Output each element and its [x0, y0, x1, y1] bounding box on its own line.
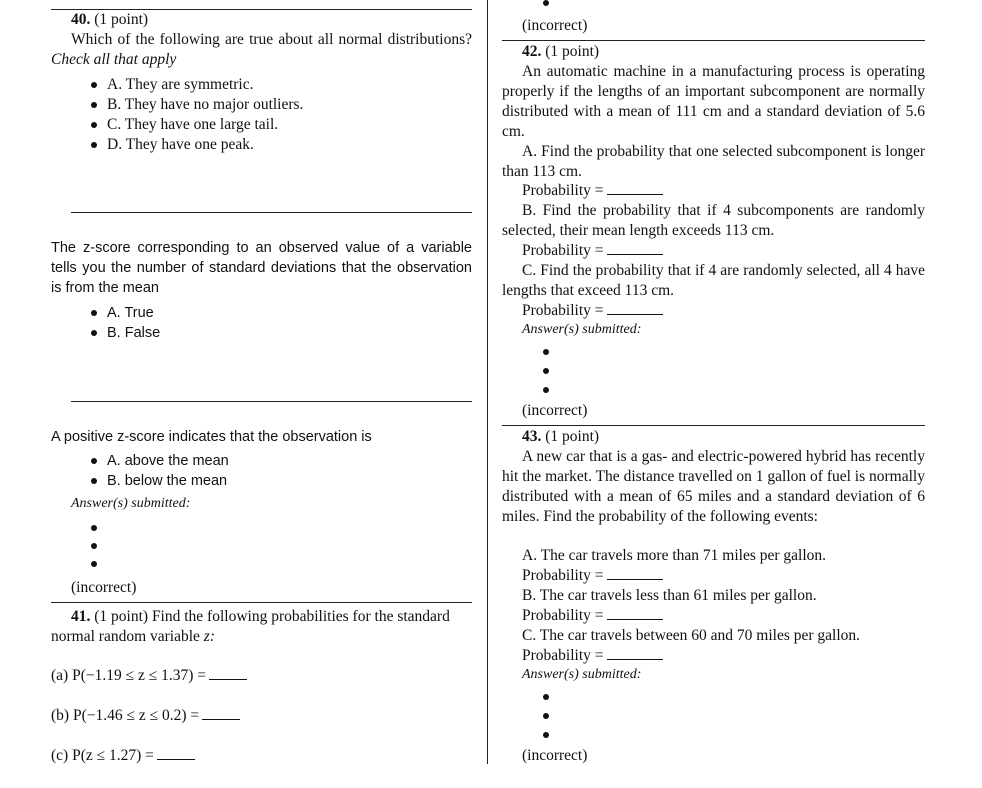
answers-submitted-label: Answer(s) submitted: [71, 496, 191, 511]
part-a-text: A. Find the probability that one selected subcomponent is longer than 113 cm. [502, 143, 925, 180]
status-incorrect: (incorrect) [71, 579, 137, 596]
option-c[interactable]: C. They have one large tail. [51, 115, 472, 135]
question-text: A positive z-score indicates that the observation is [51, 429, 372, 445]
answer-blank[interactable] [157, 747, 195, 760]
question-instruction: Check all that apply [51, 51, 177, 68]
question-number: 41. [71, 608, 91, 625]
options-list [51, 451, 472, 491]
option-d[interactable]: D. They have one peak. [51, 135, 472, 155]
probability-b: Probability = [522, 241, 663, 261]
submitted-answer [543, 713, 549, 719]
answer-blank[interactable] [607, 567, 663, 580]
submitted-answer [91, 561, 97, 567]
option-below[interactable]: B. below the mean [51, 471, 472, 491]
option-b[interactable]: B. They have no major outliers. [51, 95, 472, 115]
probability-a: Probability = [522, 566, 663, 586]
answer-blank[interactable] [202, 707, 240, 720]
question-points: (1 point) [545, 428, 600, 445]
probability-b: Probability = [522, 606, 663, 626]
answers-submitted-label: Answer(s) submitted: [522, 322, 642, 337]
probability-c: Probability = [522, 646, 663, 666]
section-rule [71, 212, 472, 213]
options-list [51, 303, 472, 343]
answer-blank[interactable] [209, 667, 247, 680]
submitted-answer [91, 543, 97, 549]
probability-c: Probability = [522, 301, 663, 321]
section-rule [502, 425, 925, 426]
option-a[interactable]: A. They are symmetric. [51, 75, 472, 95]
question-number: 40. [71, 11, 91, 28]
answer-blank[interactable] [607, 182, 663, 195]
question-points: (1 point) [545, 43, 600, 60]
submitted-answer [543, 732, 549, 738]
question-text: 41. (1 point) Find the following probabilities for the standard normal random variable z: [51, 608, 450, 645]
options-list [51, 75, 472, 155]
status-incorrect: (incorrect) [522, 17, 588, 34]
status-incorrect: (incorrect) [522, 402, 588, 419]
part-b-text: B. Find the probability that if 4 subcomponents are randomly selected, their mean length exceeds 113 cm. [502, 202, 925, 239]
submitted-answer [543, 387, 549, 393]
part-a-text: A. The car travels more than 71 miles per gallon. [522, 547, 827, 564]
question-points: (1 point) [94, 11, 149, 28]
submitted-answer [543, 368, 549, 374]
submitted-answer [543, 349, 549, 355]
part-b: (b) P(−1.46 ≤ z ≤ 0.2) = [51, 706, 240, 726]
answer-blank[interactable] [607, 647, 663, 660]
part-b-text: B. The car travels less than 61 miles per gallon. [522, 587, 817, 604]
probability-a: Probability = [522, 181, 663, 201]
option-false[interactable]: B. False [51, 323, 472, 343]
section-rule [51, 602, 472, 603]
question-text: Which of the following are true about all normal distributions? Check all that apply [51, 31, 472, 68]
question-text: A new car that is a gas- and electric-powered hybrid has recently hit the market. The distance travelled on 1 gallon of fuel is normally distributed with a mean of 65 miles and a standard deviation of 6 miles. Find the probability of the following events: [502, 448, 925, 525]
status-incorrect: (incorrect) [522, 747, 588, 764]
part-c-text: C. Find the probability that if 4 are randomly selected, all 4 have lengths that exceed 113 cm. [502, 262, 925, 299]
answers-submitted-label: Answer(s) submitted: [522, 667, 642, 682]
part-a: (a) P(−1.19 ≤ z ≤ 1.37) = [51, 666, 247, 686]
option-above[interactable]: A. above the mean [51, 451, 472, 471]
submitted-answer [91, 525, 97, 531]
question-number: 42. [522, 43, 542, 60]
question-text: The z-score corresponding to an observed value of a variable tells you the number of standard deviations that the observation is from the mean [51, 240, 472, 296]
submitted-answer [543, 694, 549, 700]
option-true[interactable]: A. True [51, 303, 472, 323]
question-points: (1 point) [94, 608, 149, 625]
part-c: (c) P(z ≤ 1.27) = [51, 746, 195, 766]
answer-blank[interactable] [607, 302, 663, 315]
submitted-answer [543, 0, 549, 6]
question-number: 43. [522, 428, 542, 445]
section-rule [71, 401, 472, 402]
section-rule [502, 40, 925, 41]
column-divider [487, 0, 488, 764]
answer-blank[interactable] [607, 607, 663, 620]
question-text: An automatic machine in a manufacturing process is operating properly if the lengths of an important subcomponent are normally distributed with a mean of 111 cm and a standard deviation of 5.6 cm. [502, 63, 925, 140]
part-c-text: C. The car travels between 60 and 70 miles per gallon. [522, 627, 861, 644]
answer-blank[interactable] [607, 242, 663, 255]
